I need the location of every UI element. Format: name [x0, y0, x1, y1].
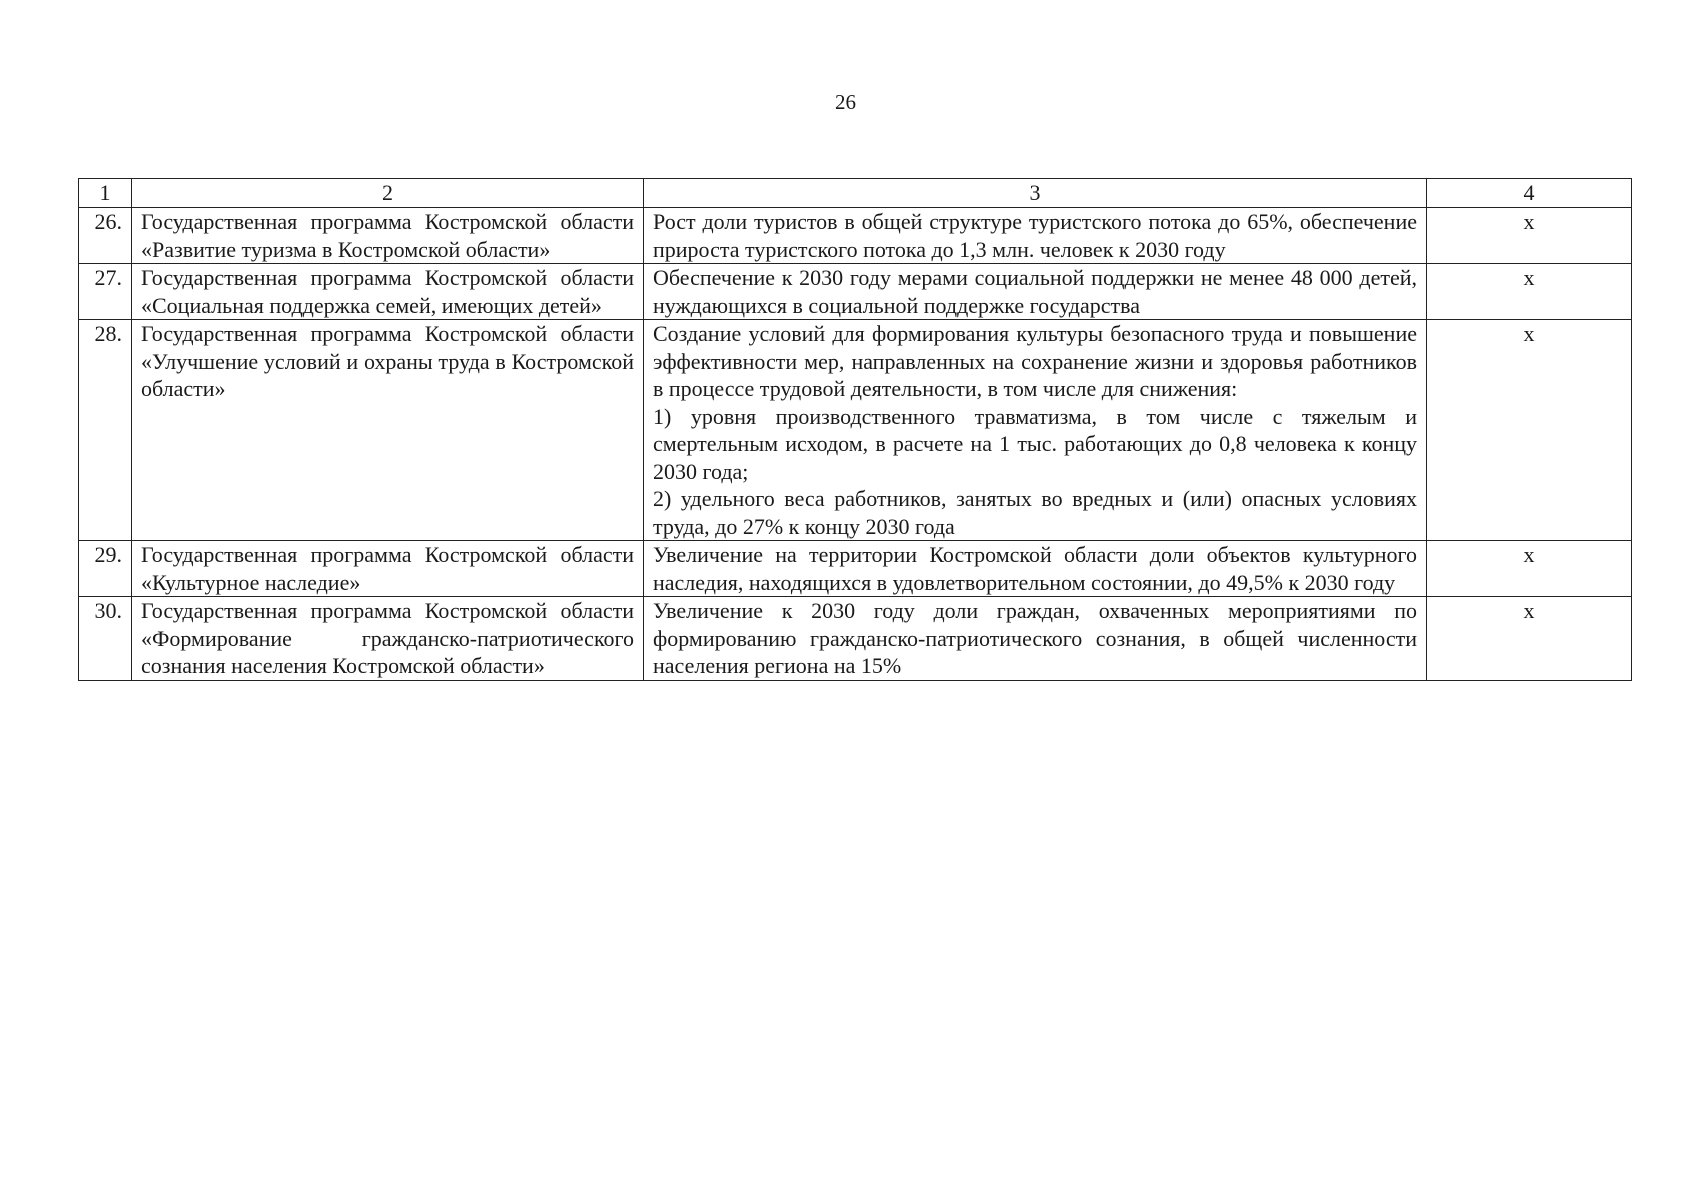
row-number: 27. [79, 264, 132, 320]
result-paragraph: Рост доли туристов в общей структуре туристского потока до 65%, обеспечение прироста туристского потока до 1,3 млн. человек к 2030 году [653, 209, 1417, 262]
result-paragraph: 2) удельного веса работников, занятых во вредных и (или) опасных условиях труда, до 27% к концу 2030 года [653, 486, 1417, 539]
column-4-mark: х [1427, 541, 1632, 597]
result-paragraph: Увеличение на территории Костромской области доли объектов культурного наследия, находящихся в удовлетворительном состоянии, до 49,5% к 2030 году [653, 542, 1417, 595]
expected-result [644, 208, 1427, 264]
column-4-mark: х [1427, 264, 1632, 320]
column-4-mark: х [1427, 208, 1632, 264]
table-row [79, 541, 1632, 597]
result-paragraph: Обеспечение к 2030 году мерами социальной поддержки не менее 48 000 детей, нуждающихся в социальной поддержке государства [653, 265, 1417, 318]
column-header-1: 1 [79, 179, 132, 208]
table-row [79, 597, 1632, 681]
expected-result [644, 597, 1427, 681]
table-row [79, 208, 1632, 264]
column-4-mark: х [1427, 597, 1632, 681]
expected-result [644, 541, 1427, 597]
row-number: 28. [79, 320, 132, 541]
row-number: 30. [79, 597, 132, 681]
program-name: Государственная программа Костромской области «Социальная поддержка семей, имеющих детей» [132, 264, 644, 320]
row-number: 29. [79, 541, 132, 597]
column-header-2: 2 [132, 179, 644, 208]
page-number: 26 [835, 90, 856, 114]
expected-result [644, 264, 1427, 320]
column-header-4: 4 [1427, 179, 1632, 208]
result-paragraph: Создание условий для формирования культуры безопасного труда и повышение эффективности мер, направленных на сохранение жизни и здоровья работников в процессе трудовой деятельности, в том числе для снижения: [653, 321, 1417, 401]
program-name: Государственная программа Костромской области «Формирование гражданско-патриотического сознания населения Костромской области» [132, 597, 644, 681]
program-name: Государственная программа Костромской области «Культурное наследие» [132, 541, 644, 597]
result-paragraph: Увеличение к 2030 году доли граждан, охваченных мероприятиями по формированию гражданско-патриотического сознания, в общей численности населения региона на 15% [653, 598, 1417, 678]
result-paragraph: 1) уровня производственного травматизма, в том числе с тяжелым и смертельным исходом, в расчете на 1 тыс. работающих до 0,8 человека к концу 2030 года; [653, 403, 1417, 484]
program-name: Государственная программа Костромской области «Развитие туризма в Костромской области» [132, 208, 644, 264]
program-name: Государственная программа Костромской области «Улучшение условий и охраны труда в Костромской области» [132, 320, 644, 541]
table-header-row [79, 179, 1632, 208]
table-row [79, 264, 1632, 320]
column-4-mark: х [1427, 320, 1632, 541]
row-number: 26. [79, 208, 132, 264]
expected-result [644, 320, 1427, 541]
table-row [79, 320, 1632, 541]
column-header-3: 3 [644, 179, 1427, 208]
program-results-table [78, 178, 1632, 681]
